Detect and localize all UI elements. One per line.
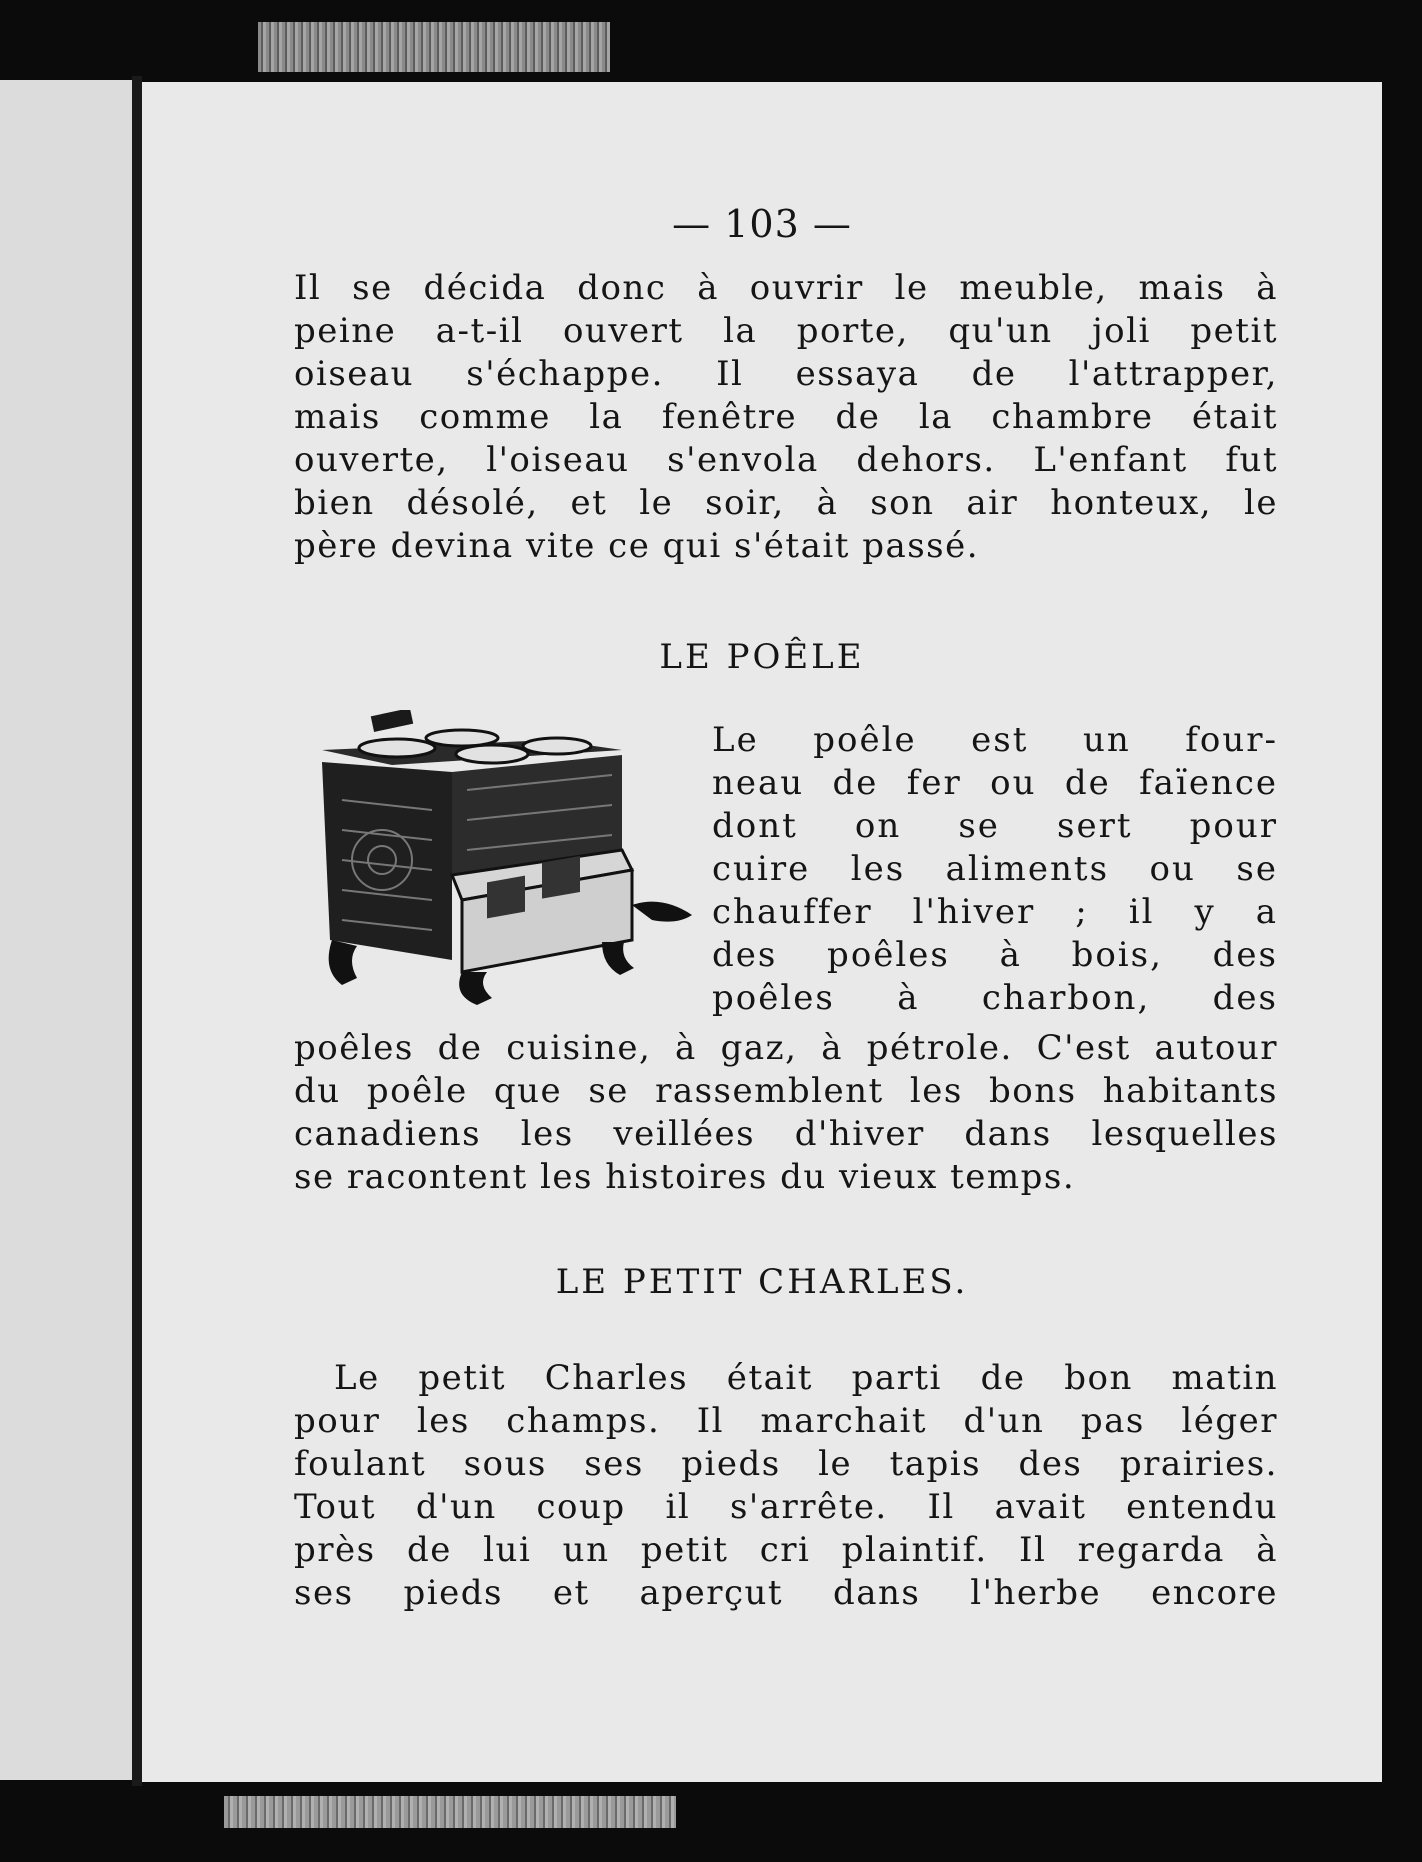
text-line: Le petit Charles était parti de bon matin <box>334 1358 1278 1398</box>
text-line: bien désolé, et le soir, à son air honteux, le <box>294 483 1278 523</box>
book-gutter <box>132 76 142 1786</box>
text-line: ouverte, l'oiseau s'envola dehors. L'enfant fut <box>294 440 1278 480</box>
text-line: neau de fer ou de faïence <box>712 763 1278 803</box>
paragraph-charles <box>294 1357 1278 1615</box>
text-line: mais comme la fenêtre de la chambre était <box>294 397 1278 437</box>
text-line: Il se décida donc à ouvrir le meuble, mais à <box>294 268 1278 308</box>
heading-le-petit-charles: LE PETIT CHARLES. <box>555 1262 969 1302</box>
text-line: des poêles à bois, des <box>712 935 1278 975</box>
heading-le-poele: LE POÊLE <box>659 637 865 677</box>
text-line: canadiens les veillées d'hiver dans lesquelles <box>294 1114 1278 1154</box>
text-line: près de lui un petit cri plaintif. Il regarda à <box>294 1530 1278 1570</box>
scan-border-top <box>258 22 610 72</box>
text-line: ses pieds et aperçut dans l'herbe encore <box>294 1573 1278 1613</box>
text-line: peine a-t-il ouvert la porte, qu'un joli petit <box>294 311 1278 351</box>
text-line: cuire les aliments ou se <box>712 849 1278 889</box>
scan-border-bottom <box>224 1796 676 1828</box>
text-line: père devina vite ce qui s'était passé. <box>294 526 980 566</box>
text-line: oiseau s'échappe. Il essaya de l'attrapper, <box>294 354 1278 394</box>
text-line: pour les champs. Il marchait d'un pas léger <box>294 1401 1278 1441</box>
stove-wrapped-text <box>712 719 1278 1020</box>
stove-paragraph-end <box>294 1027 1278 1199</box>
text-line: chauffer l'hiver ; il y a <box>712 892 1278 932</box>
text-line: Le poêle est un four- <box>712 720 1278 760</box>
stove-illustration <box>302 710 702 1010</box>
text-line: poêles de cuisine, à gaz, à pétrole. C'est autour <box>294 1028 1278 1068</box>
text-line: se racontent les histoires du vieux temps. <box>294 1157 1076 1197</box>
text-line: dont on se sert pour <box>712 806 1278 846</box>
text-line: du poêle que se rassemblent les bons habitants <box>294 1071 1278 1111</box>
text-line: poêles à charbon, des <box>712 978 1278 1018</box>
book-page <box>142 82 1382 1782</box>
page-number: — 103 — <box>672 202 852 246</box>
paragraph-intro <box>294 267 1278 568</box>
text-line: foulant sous ses pieds le tapis des prairies. <box>294 1444 1278 1484</box>
text-line: Tout d'un coup il s'arrête. Il avait entendu <box>294 1487 1278 1527</box>
previous-page-edge <box>0 80 132 1780</box>
